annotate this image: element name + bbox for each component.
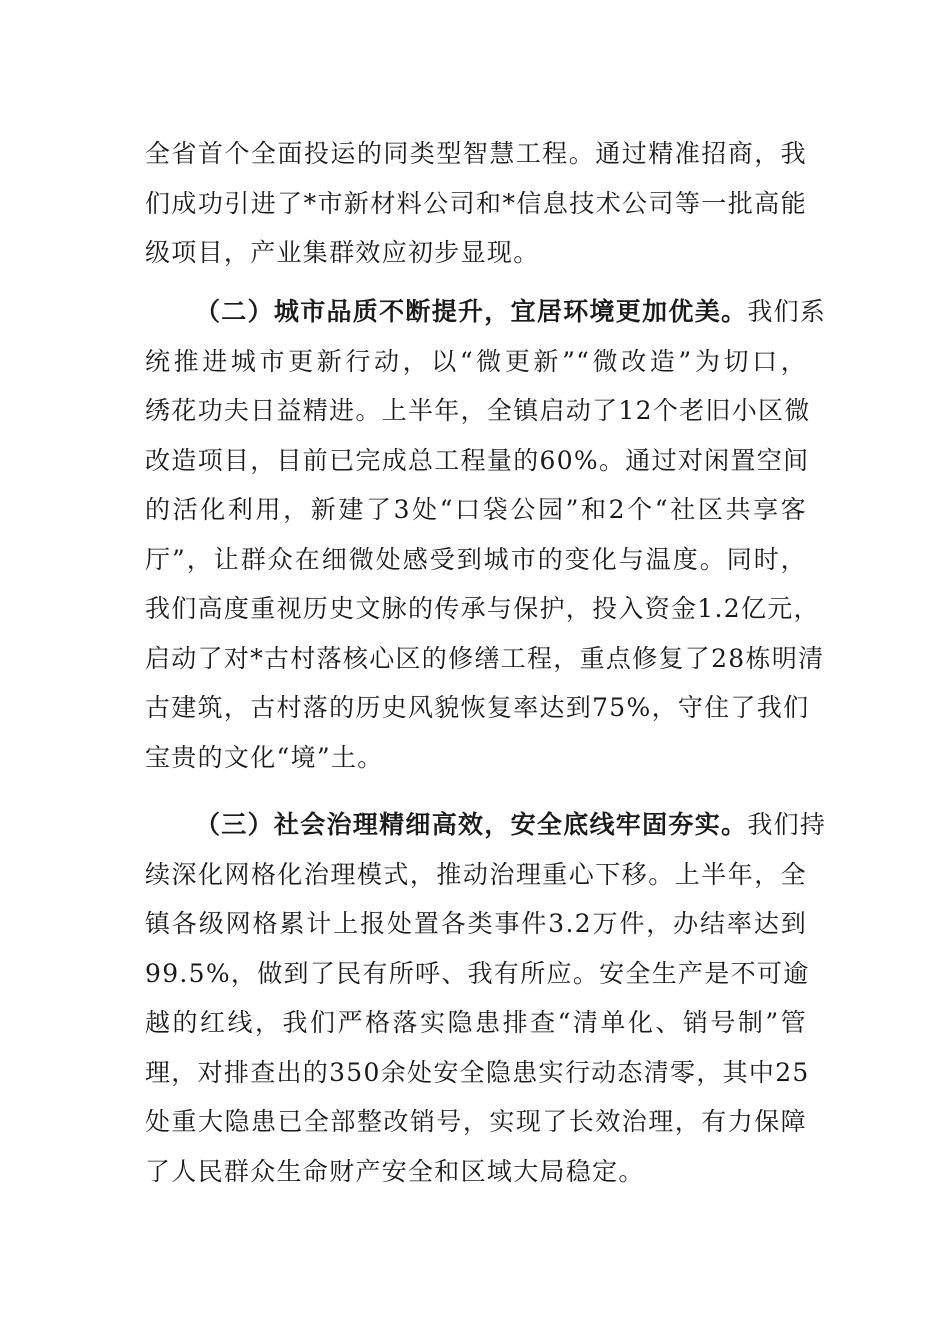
paragraph-line: 续深化网格化治理模式，推动治理重心下移。上半年，全	[145, 859, 807, 889]
paragraph-line	[145, 287, 827, 337]
paragraph-line: 宝贵的文化“境”土。	[145, 742, 384, 772]
paragraph-line: 启动了对*古村落核心区的修缮工程，重点修复了28栋明清	[145, 643, 825, 673]
paragraph-line: 镇各级网格累计上报处置各类事件3.2万件，办结率达到	[145, 909, 807, 938]
paragraph-line: 处重大隐患已全部整改销号，实现了长效治理，有力保障	[145, 1107, 807, 1136]
paragraph-line	[145, 800, 827, 850]
paragraph-line: 99.5%，做到了民有所呼、我有所应。安全生产是不可逾	[145, 958, 810, 988]
section-heading: （三）社会治理精细高效，安全底线牢固夯实。	[195, 810, 748, 839]
paragraph-text: 我们持	[747, 810, 827, 839]
paragraph-line: 级项目，产业集群效应初步显现。	[145, 238, 540, 267]
section-heading: （二）城市品质不断提升，宜居环境更加优美。	[195, 297, 748, 326]
paragraph-line: 理，对排查出的350余处安全隐患实行动态清零，其中25	[145, 1057, 810, 1087]
paragraph-line: 绣花功夫日益精进。上半年，全镇启动了12个老旧小区微	[145, 396, 811, 425]
paragraph-line: 改造项目，目前已完成总工程量的60%。通过对闲置空间	[145, 445, 810, 475]
paragraph-line: 我们高度重视历史文脉的传承与保护，投入资金1.2亿元，	[145, 594, 820, 623]
paragraph-line: 统推进城市更新行动，以“微更新”“微改造”为切口，	[145, 346, 807, 376]
paragraph-line: 的活化利用，新建了3处“口袋公园”和2个“社区共享客	[145, 495, 807, 524]
paragraph-line: 们成功引进了*市新材料公司和*信息技术公司等一批高能	[145, 188, 807, 218]
paragraph-3	[145, 800, 827, 1196]
paragraph-line: 古建筑，古村落的历史风貌恢复率达到75%，守住了我们	[145, 693, 810, 722]
paragraph-text: 我们系	[747, 297, 827, 326]
paragraph-1	[145, 129, 807, 278]
paragraph-line: 了人民群众生命财产安全和区域大局稳定。	[145, 1156, 645, 1186]
paragraph-line: 越的红线，我们严格落实隐患排查“清单化、销号制”管	[145, 1008, 807, 1037]
paragraph-line: 全省首个全面投运的同类型智慧工程。通过精准招商，我	[145, 139, 807, 168]
paragraph-line: 厅”，让群众在细微处感受到城市的变化与温度。同时，	[145, 544, 807, 574]
paragraph-2	[145, 287, 827, 782]
